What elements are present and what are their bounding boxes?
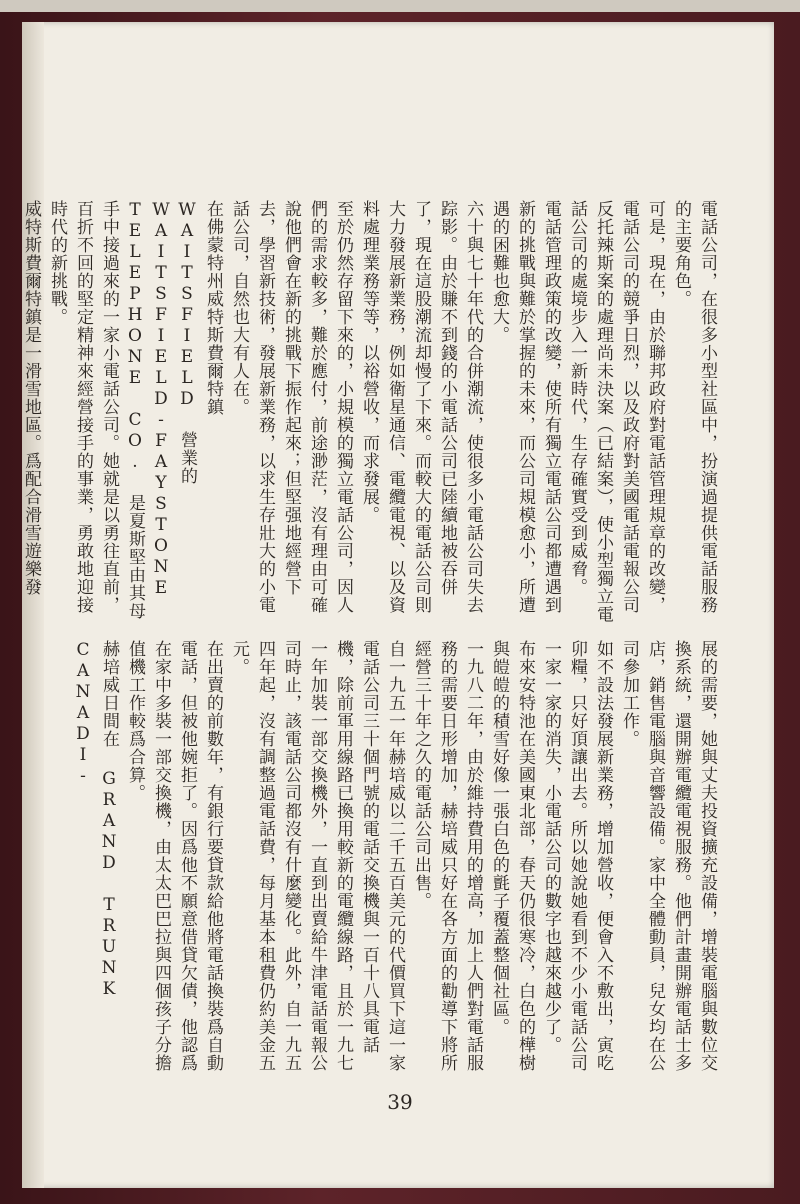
paragraph: 至於仍然存留下來的，小規模的獨立電話公司，因人們的需求較多，難於應付，前途渺茫，沒有理由可確說他們會在新的挑戰下振作起來；但堅强地經營下去，學習新技術，發展新業務，以求生存壯大的小電話公司，自然也大有人在。 xyxy=(229,200,353,614)
bottom-text-section xyxy=(73,640,720,1080)
paragraph: 威特斯費爾特鎮是一滑雪地區。爲配合滑雪遊樂發 xyxy=(21,200,41,596)
paragraph: 可是，現在，由於聯邦政府對電話管理規章的改變，電話公司的競爭日烈，以及政府對美國電話電報公司反托辣斯案的處理尚未決案（已結案），使小型獨立電話公司的處境步入一新時代，生存確實受到威脅。 xyxy=(567,200,665,624)
page-number: 39 xyxy=(387,1090,413,1114)
top-text-section xyxy=(21,200,720,630)
paragraph: 電話公司，在很多小型社區中，扮演過提供電話服務的主要角色。 xyxy=(671,200,717,614)
paragraph: 赫培威日間在 GRAND TRUNK CANADI- xyxy=(73,640,119,1000)
paragraph: 六十與七十年代的合併潮流，使很多小電話公司失去踪影。由於賺不到錢的小電話公司已陸續地被吞併了，現在這股潮流却慢了下來。而較大的電話公司則大力發展新業務，例如衛星通信、電纜電視、以及資料處理業務等等，以裕營收，而求發展。 xyxy=(359,200,483,614)
cover-top-edge xyxy=(0,0,800,12)
paragraph: 一九八二年，由於維持費用的增高，加上人們對電話服務的需要日形增加，赫培威只好在各方面的勸導下將所經營三十年之久的電話公司出售。 xyxy=(411,640,483,1072)
paragraph: 自一九五一年赫培威以二千五百美元的代價買下這一家電話公司三十個門號的電話交換機與一百十八具電話機，除前軍用線路已換用較新的電纜線路，且於一九七一年加裝一部交換機外，一直到出賣給牛津電話電報公司時止，該電話公司都沒有什麼變化。此外，自一九五四年起，沒有調整過電話費，每月基本租費仍約美金五元。 xyxy=(229,640,405,1072)
paragraph: 布來安特池在美國東北部，春天仍很寒冷，白色的樺樹與皚皚的積雪好像一張白色的氈子覆蓋整個社區。 xyxy=(489,640,535,1072)
paragraph: 在出賣的前數年，有銀行要貸款給他將電話換裝爲自動電話，但被他婉拒了。因爲他不願意借貸欠債，他認爲在家中多裝一部交換機，由太太巴巴拉與四個孩子分擔值機工作較爲合算。 xyxy=(125,640,223,1072)
paragraph: 如不設法發展新業務，增加營收，便會入不敷出，寅吃卯糧，只好頂讓出去。所以她說她看到不少小電話公司一家一家的消失，小電話公司的數字也越來越少了。 xyxy=(541,640,613,1072)
paragraph: 電話管理政策的改變，使所有獨立電話公司都遭遇到新的挑戰與難於掌握的未來，而公司規模愈小，所遭遇的困難也愈大。 xyxy=(489,200,561,614)
paragraph: 在佛蒙特州威特斯費爾特鎮 WAITSFIELD 營業的 WAITSFIELD-FAYSTONE TELEPHONE CO. 是夏斯堅由其母手中接過來的一家小電話公司。她就是以勇往直前，百折不回的堅定精神來經營接手的事業，勇敢地迎接時代的新挑戰。 xyxy=(47,200,223,620)
paragraph: 展的需要，她與丈夫投資擴充設備，增裝電腦與數位交換系統，還開辦電纜電視服務。他們計畫開辦電話士多店，銷售電腦與音響設備。家中全體動員，兒女均在公司參加工作。 xyxy=(619,640,717,1072)
